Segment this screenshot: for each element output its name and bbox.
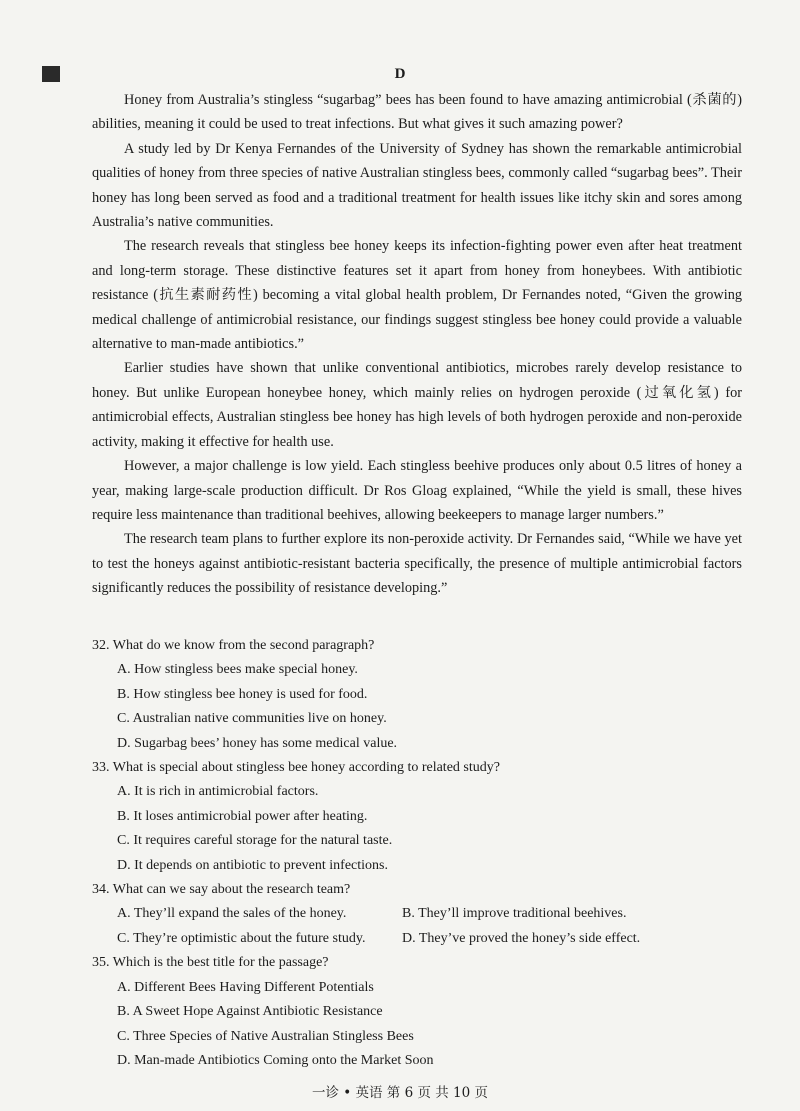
paragraph-4: Earlier studies have shown that unlike conventional antibiotics, microbes rarely develop resistance to honey. But unlike European honeybee honey, which mainly relies on hydrogen peroxide (过氧化氢) for antimicrobial effects, Australian stingless bee honey has high levels of both hydrogen peroxide and non-peroxide activity, making it effective for health use. [92, 360, 742, 450]
option-b: B. How stingless bee honey is used for food. [117, 686, 368, 702]
question-32 [92, 634, 742, 756]
option-a: A. Different Bees Having Different Potentials [117, 979, 374, 995]
question-33 [92, 756, 742, 878]
option-d: D. It depends on antibiotic to prevent infections. [117, 857, 388, 873]
question-stem: 34. What can we say about the research team? [92, 882, 351, 898]
paragraph-5: However, a major challenge is low yield. Each stingless beehive produces only about 0.5 litres of honey a year, making large-scale production difficult. Dr Ros Gloag explained, “While the yield is small, these hives require less maintenance than traditional beehives, allowing beekeepers to manage larger numbers.” [92, 458, 742, 523]
option-b: B. It loses antimicrobial power after heating. [117, 808, 368, 824]
question-stem: 33. What is special about stingless bee honey according to related study? [92, 760, 500, 776]
question-stem: 32. What do we know from the second paragraph? [92, 638, 375, 653]
option-b: B. They’ll improve traditional beehives. [402, 906, 627, 922]
option-c: C. Australian native communities live on honey. [117, 711, 387, 727]
question-stem: 35. Which is the best title for the passage? [92, 955, 329, 971]
option-c: C. It requires careful storage for the natural taste. [117, 833, 393, 849]
option-row [92, 927, 742, 951]
question-35 [92, 951, 742, 1073]
option-d: D. Sugarbag bees’ honey has some medical value. [117, 735, 398, 751]
option-row [92, 902, 742, 926]
paragraph-6: The research team plans to further explore its non-peroxide activity. Dr Fernandes said, “While we have yet to test the honeys against antibiotic-resistant bacteria specifically, the presence of multiple antimicrobial factors significantly reduces the possibility of resistance developing.” [92, 531, 742, 597]
paragraph-1: Honey from Australia’s stingless “sugarbag” bees has been found to have amazing antimicrobial (杀菌的) abilities, meaning it could be used to treat infections. But what gives it such amazing power? [92, 92, 742, 133]
option-c: C. Three Species of Native Australian Stingless Bees [117, 1028, 414, 1044]
page-footer: 一诊 • 英语 第 6 页 共 10 页 [311, 1085, 489, 1101]
paragraph-3: The research reveals that stingless bee honey keeps its infection-fighting power even after heat treatment and long-term storage. These distinctive features set it apart from honey from honeybees. With antibiotic resistance (抗生素耐药性) becoming a vital global health problem, Dr Fernandes noted, “Given the growing medical challenge of antimicrobial resistance, our findings suggest stingless bee honey could provide a valuable alternative to man-made antibiotics.” [92, 238, 742, 353]
option-a: A. How stingless bees make special honey. [117, 662, 358, 678]
question-34 [92, 878, 742, 951]
option-c: C. They’re optimistic about the future study. [117, 930, 366, 946]
reading-passage [92, 88, 742, 601]
section-heading: D [394, 66, 406, 82]
option-d: D. They’ve proved the honey’s side effect. [402, 930, 641, 946]
option-d: D. Man-made Antibiotics Coming onto the Market Soon [117, 1052, 434, 1068]
paragraph-2: A study led by Dr Kenya Fernandes of the University of Sydney has shown the remarkable antimicrobial qualities of honey from three species of native Australian stingless bees, commonly called “sugarbag bees”. Their honey has long been served as food and a traditional treatment for health issues like itchy skin and sores among Australia’s native communities. [92, 140, 742, 231]
option-a: A. They’ll expand the sales of the honey. [117, 906, 347, 922]
option-a: A. It is rich in antimicrobial factors. [117, 784, 319, 800]
option-b: B. A Sweet Hope Against Antibiotic Resistance [117, 1004, 383, 1020]
question-list [92, 634, 742, 1073]
